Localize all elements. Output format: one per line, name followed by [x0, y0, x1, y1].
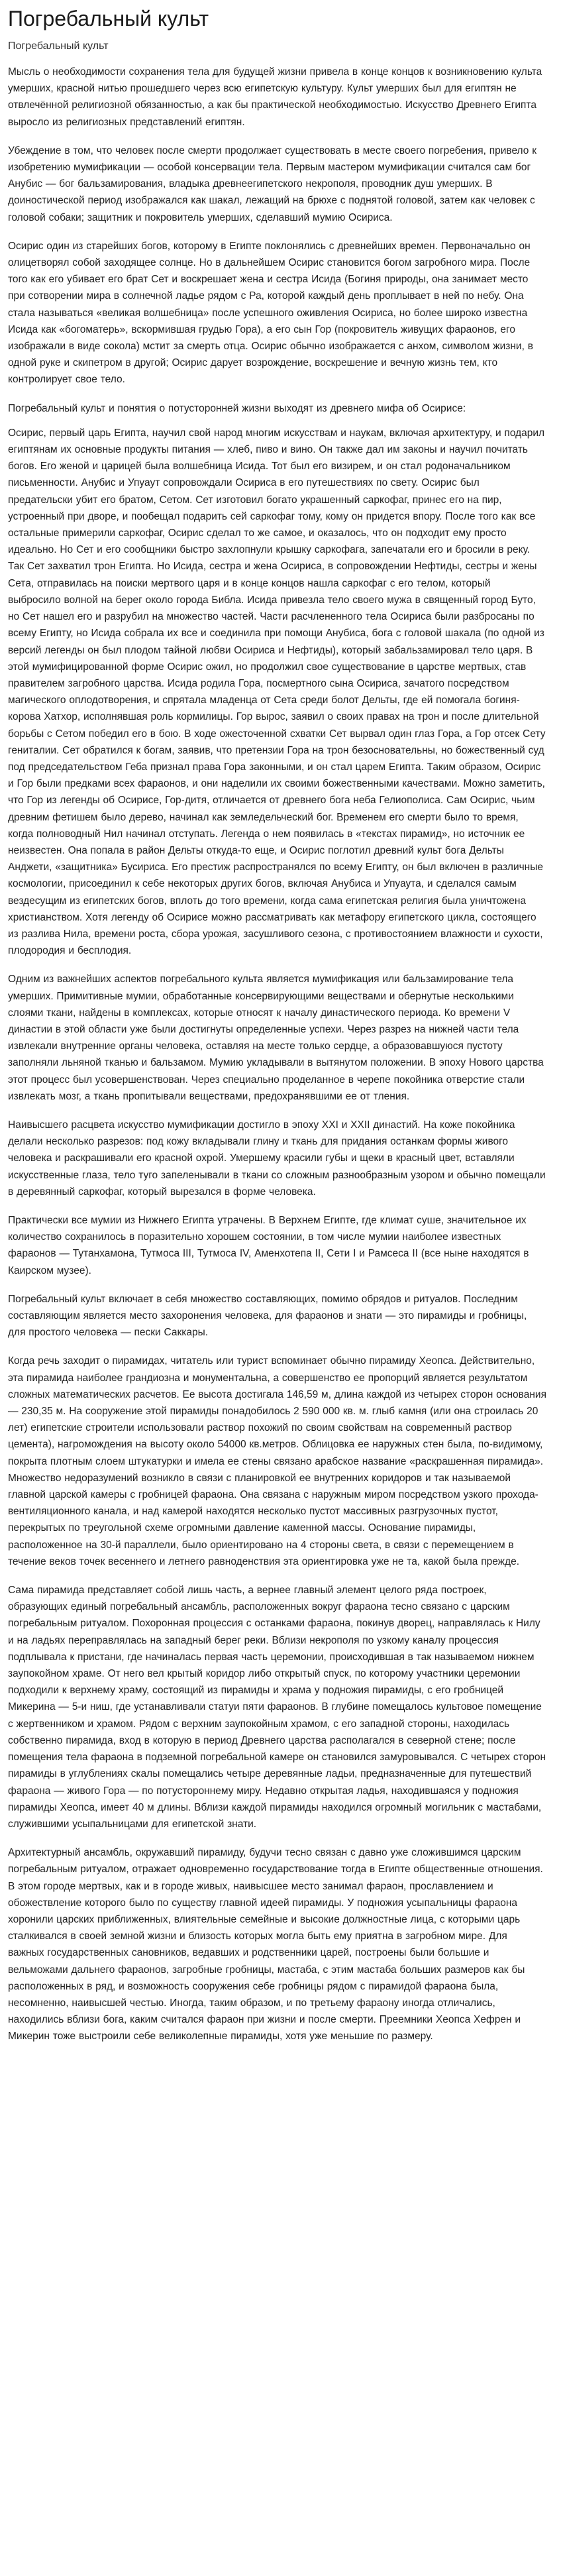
article-subtitle: Погребальный культ: [8, 40, 109, 52]
paragraph-2: Убеждение в том, что человек после смерти продолжает существовать в месте своего погребения, привело к изобретению мумификации — особой консервации тела. Первым мастером мумификации считался сам бог Анубис — бог бальзамирования, владыка древнеегипетского некрополя, проводник душ умерших. В доиностической период изображался как шакал, лежащий на брюхе с поднятой головой, затем как человек с головой собаки; защитник и покровитель умерших, сделавший мумию Осириса.: [8, 144, 536, 223]
article-title: Погребальный культ: [8, 7, 209, 30]
paragraph-12: Архитектурный ансамбль, окружавший пирамиду, будучи тесно связан с давно уже сложившимся царским погребальным ритуалом, отражает одновременно государствование тогда в Египте общественные отношения. В этом городе мертвых, как и в городе живых, наивысшее место занимал фараон, прославлением и обожествление которого было по существу главной идеей пирамиды. У подножия усыпальницы фараона хоронили царских приближенных, влиятельные семейные и высокие должностные лица, с которыми царь сталкивался в своей земной жизни и близость которых могла быть ему приятна в загробном мире. Для важных государственных сановников, ведавших и родственники царей, построены были большие и вельможами дальнего фараонов, загробные гробницы, мастаба, с этим мастаба больших размеров как бы расположенных в ряд, и возможность сооружения себе гробницы рядом с пирамидой фараона была, несомненно, наивысшей честью. Иногда, таким образом, и по третьему фараону иногда отличались, находились вблизи бога, каким считался фараон при жизни и после смерти. Преемники Хеопса Хефрен и Микерин тоже выстроили себе великолепные пирамиды, хотя уже меньшие по размеру.: [8, 1847, 543, 2043]
paragraph-7: Наивысшего расцвета искусство мумификации достигло в эпоху XXI и XXII династий. На коже покойника делали несколько разрезов: под кожу вкладывали глину и ткань для придания останкам формы живого человека и раскрашивали его красной охрой. Умершему красили губы и щеки в красный цвет, вставляли искусственные глаза, тело туго запеленывали в ткани со сложным разнообразным узором и обычно помещали в деревянный саркофаг, который вырезался в форме человека.: [8, 1119, 546, 1198]
paragraph-4: Погребальный культ и понятия о потусторонней жизни выходят из древнего мифа об Осирисе:: [8, 402, 466, 414]
paragraph-1: Мысль о необходимости сохранения тела для будущей жизни привела в конце концов к возникновению культа умерших, красной нитью прошедшего через всю египетскую культуру. Культ умерших был для египтян не отвлечённой религиозной обязанностью, а как бы практической необходимостью. Искусство Древнего Египта выросло из религиозных представлений египтян.: [8, 66, 542, 128]
paragraph-5: Осирис, первый царь Египта, научил свой народ многим искусствам и наукам, включая архитектуру, и подарил египтянам их основные продукты питания — хлеб, пиво и вино. Он также дал им законы и научил почитать богов. Его женой и царицей была волшебница Исида. Тот был его визирем, и он стал родоначальником письменности. Анубис и Упуаут сопровождали Осириса в его путешествиях по свету. Осирис был предательски убит его братом, Сетом. Сет изготовил богато украшенный саркофаг, принес его на пир, устроенный при дворе, и пообещал подарить сей саркофаг тому, кому он придется впору. После того как все остальные примерили саркофаг, Осирис сделал то же самое, и оказалось, что он подходит ему просто идеально. Но Сет и его сообщники быстро захлопнули крышку саркофага, запечатали его и бросили в реку. Так Сет захватил трон Египта. Но Исида, сестра и жена Осириса, в сопровождении Нефтиды, сестры и жены Сета, отправилась на поиски мертвого царя и в конце концов нашла саркофаг с его телом, который выбросило волной на берег около города Библа. Исида привезла тело своего мужа в священный город Буто, но Сет нашел его и разрубил на множество частей. Части расчлененного тела Осириса были разбросаны по всему Египту, но Исида собрала их все и соединила при помощи Анубиса, бога с головой шакала (по одной из версий легенды он был плодом тайной любви Осириса и Нефтиды), который забальзамировал тело царя. В этой мумифицированной форме Осирис ожил, но продолжил свое существование в царстве мертвых, став правителем загробного царства. Исида родила Гора, посмертного сына Осириса, зачатого посредством магического оплодотворения, и спрятала младенца от Сета среди болот Дельты, где ей помогала богиня-корова Хатхор, исполнявшая роль кормилицы. Гор вырос, заявил о своих правах на трон и после длительной борьбы с Сетом победил его в бою. В ходе ожесточенной схватки Сет вырвал один глаз Гора, а Гор отсек Сету гениталии. Сет обратился к богам, заявив, что претензии Гора на трон безосновательны, но божественный суд под председательством Геба признал права Гора законными, и он стал царем Египта. Таким образом, Осирис и Гор были предками всех фараонов, и они наделили их своими божественными качествами. Можно заметить, что Гор из легенды об Осирисе, Гор-дитя, отличается от древнего бога неба Гелиополиса. Сам Осирис, чьим древним фетишем было дерево, начинал как земледельческий бог. Временем его смерти было то время, когда полноводный Нил начинал отступать. Легенда о нем появилась в «текстах пирамид», но источник ее неизвестен. Она попала в район Дельты откуда-то еще, и Осирис поглотил древний культ бога Дельты Анджети, «защитника» Бусириса. Его престиж распространялся по всему Египту, он был включен в различные космологии, присоединил к себе некоторых других богов, включая Анубиса и Упуаута, и сделался самым вездесущим из египетских богов, вплоть до того времени, когда сама египетская религия была уничтожена христианством. Хотя легенду об Осирисе можно рассматривать как метафору египетского цикла, состоящего из разлива Нила, времени роста, сбора урожая, засушливого сезона, с противостоянием влажности и сухости, плодородия и бесплодия.: [8, 427, 546, 957]
paragraph-9: Погребальный культ включает в себя множество составляющих, помимо обрядов и ритуалов. Последним составляющим является место захоронения человека, для фараонов и знати — это пирамиды и гробницы, для простого человека — пески Саккары.: [8, 1293, 527, 1339]
paragraph-11: Сама пирамида представляет собой лишь часть, а вернее главный элемент целого ряда построек, образующих единый погребальный ансамбль, расположенных вокруг фараона тесно связано с царским погребальным ритуалом. Похоронная процессия с останками фараона, покинув дворец, направлялась к Нилу и на ладьях переправлялась на западный берег реки. Вблизи некрополя по узкому каналу процессия подплывала к пристани, где начиналась первая часть церемонии, происходившая в так называемом нижнем заупокойном храме. От него вел крытый коридор либо открытый спуск, по которому участники церемонии подходили к верхнему храму, состоящий из пирамиды и храма у подножия пирамиды, с его гробницей Микерина — 5-и ниш, где устанавливали статуи пяти фараонов. В глубине помещалось культовое помещение с жертвенником и храмом. Рядом с верхним заупокойным храмом, с его западной стороны, находилась собственно пирамида, вход в которую в период Древнего царства располагался в северной стене; после помещения тела фараона в подземной погребальной камере он становился замуровывался. С четырех сторон пирамиды в углублениях скалы помещались четыре деревянные ладьи, предназначенные для путешествий фараона — живого Гора — по потустороннему миру. Недавно открытая ладья, находившаяся у подножия пирамиды Хеопса, имеет 40 м длины. Вблизи каждой пирамиды находился огромный могильник с мастабами, служившими усыпальницами для египетской знати.: [8, 1585, 546, 1830]
paragraph-8: Практически все мумии из Нижнего Египта утрачены. В Верхнем Египте, где климат суше, значительное их количество сохранилось в поразительно хорошем состоянии, в том числе мумии наиболее известных фараонов — Тутанхамона, Тутмоса III, Тутмоса IV, Аменхотепа II, Сети I и Рамсеса II (все ныне находятся в Каирском музее).: [8, 1215, 529, 1276]
paragraph-10: Когда речь заходит о пирамидах, читатель или турист вспоминает обычно пирамиду Хеопса. Действительно, эта пирамида наиболее грандиозна и монументальна, а совершенство ее пропорций является результатом сложных математических расчетов. Ее высота достигала 146,59 м, длина каждой из четырех сторон основания — 230,35 м. На сооружение этой пирамиды понадобилось 2 590 000 кв. м. глыб камня (или она строилась 20 лет) египетские строители использовали раствор похожий по своим свойствам на современный раствор цемента), нагромождения на высоту около 54000 кв.метров. Облицовка ее наружных стен была, по-видимому, покрыта плотным слоем штукатурки и имела ее стены связано арабское название «раскрашенная пирамида». Множество недоразумений возникло в связи с планировкой ее внутренних коридоров и так называемой главной царской камеры с гробницей фараона. Она связана с наружным миром посредством узкого прохода-вентиляционного канала, и над камерой находятся несколько пустот массивных разгрузочных пустот, перекрытых по треугольной схеме огромными давление каменной массы. Основание пирамиды, расположенное на 30-й параллели, было ориентировано на 4 стороны света, в связи с перемещением в течение веков точек весеннего и летнего равноденствия эта ориентировка уже не та, какой была прежде.: [8, 1355, 546, 1567]
paragraph-3: Осирис один из старейших богов, которому в Египте поклонялись с древнейших времен. Первоначально он олицетворял собой заходящее солнце. Но в дальнейшем Осирис становится богом загробного мира. После того как его убивает его брат Сет и воскрешает жена и сестра Исида (Богиня природы, она занимает место при сотворении мира в солнечной ладье рядом с Ра, которой каждый день проплывает в ней по небу. Она стала называться «великая волшебница» после успешного оживления Осириса, но более широко известна Исида как «богоматерь», вскормившая грудью Гора), а его сын Гор (покровитель живущих фараонов, его изображали в виде сокола) мстит за смерть отца. Осирис обычно изображается с анхом, символом жизни, в одной руке и скипетром в другой; Осирис дарует возрождение, воскрешение и вечную жизнь тем, кто контролирует свое тело.: [8, 240, 533, 386]
paragraph-6: Одним из важнейших аспектов погребального культа является мумификация или бальзамирование тела умерших. Примитивные мумии, обработанные консервирующими веществами и обернутые несколькими слоями ткани, найдены в комплексах, которые относят к началу династического периода. Ко времени V династии в этой области уже были достигнуты определенные успехи. Через разрез на нижней части тела извлекали внутренние органы человека, оставляя на месте только сердце, а образовавшуюся пустоту заполняли льняной тканью и бальзамом. Мумию укладывали в вытянутом положении. В эпоху Нового царства этот процесс был усовершенствован. Через специально проделанное в черепе покойника отверстие стали извлекать мозг, а ткань пропитывали веществами, предохранявшими ее от тления.: [8, 974, 544, 1102]
